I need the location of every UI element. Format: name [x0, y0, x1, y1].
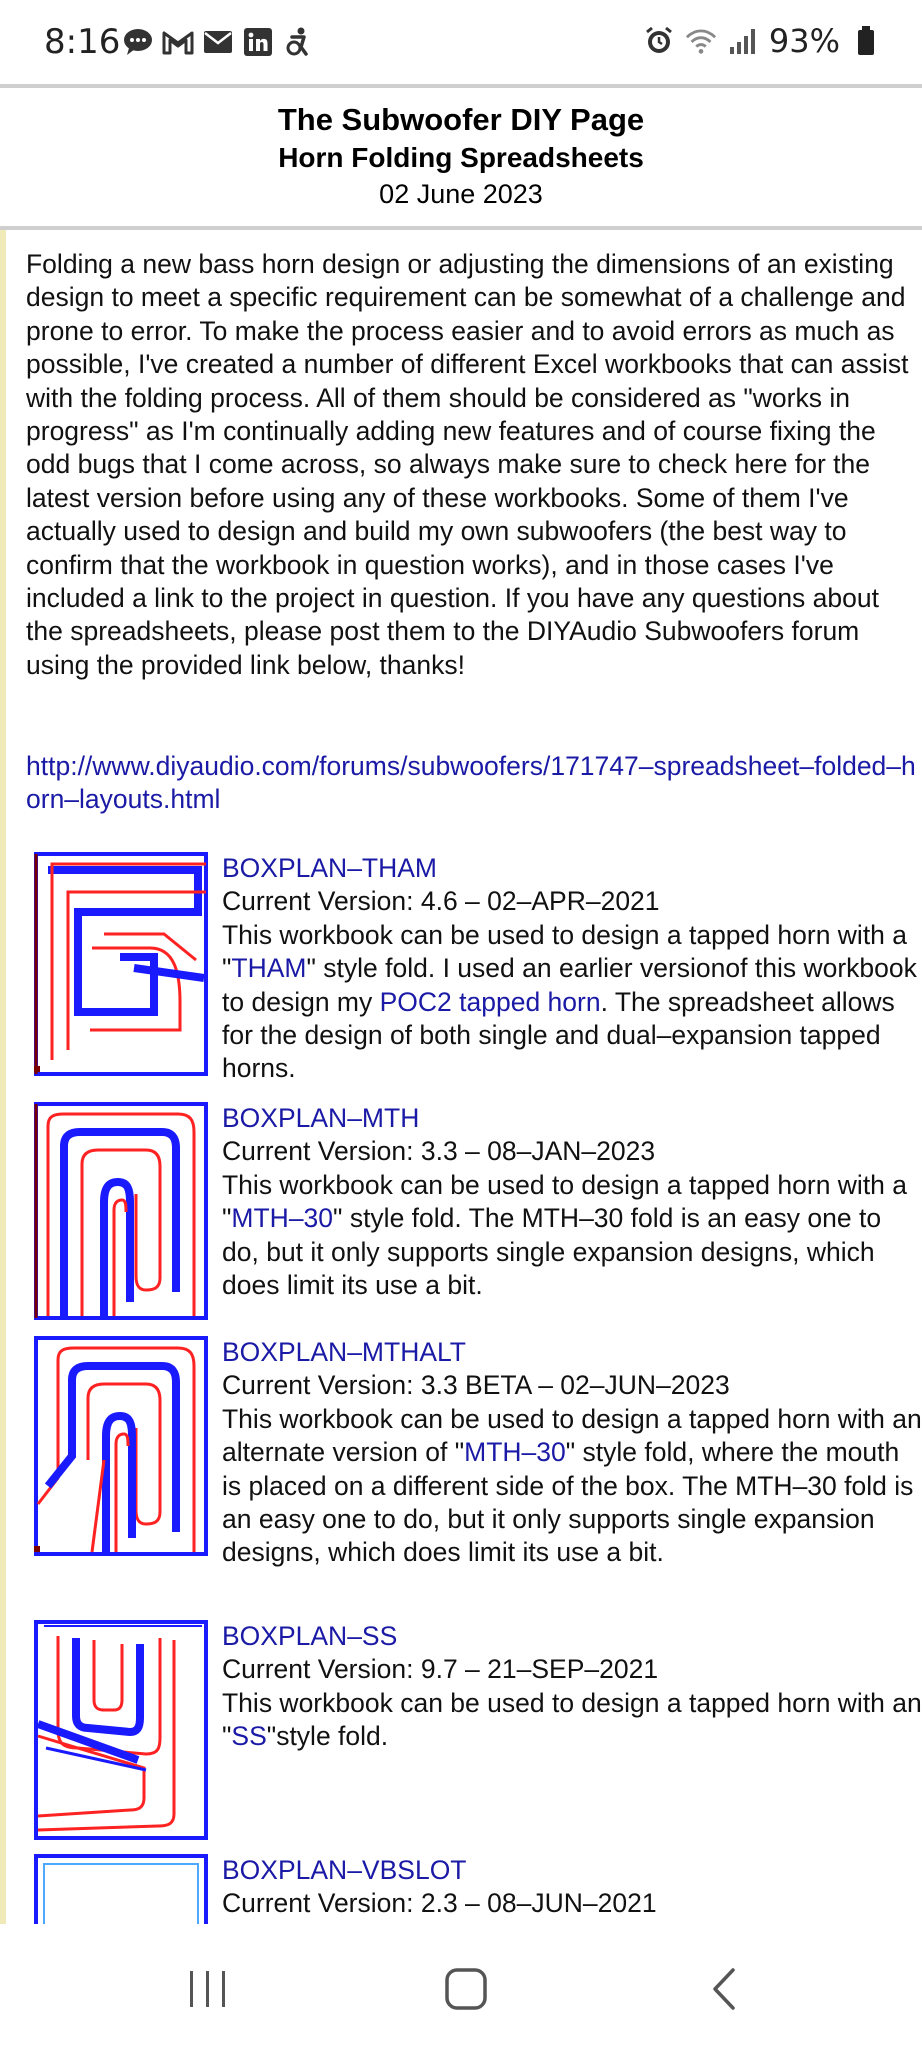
vbslot-text [222, 1854, 922, 1921]
notification-icons [122, 26, 314, 58]
tham-title-link[interactable]: BOXPLAN–THAM [222, 853, 438, 883]
intro-paragraph: Folding a new bass horn design or adjusting the dimensions of an existing design to meet a specific requirement can be somewhat of a challenge and prone to error. To make the process easier and to avoid errors as much as possible, I've created a number of different Excel workbooks that can assist with the folding process. All of them should be considered as "works in progress" as I'm continually adding new features and of course fixing the odd bugs that I come across, so always make sure to check here for the latest version before using any of these workbooks. Some of them I've actually used to design and build my own subwoofers (the best way to confirm that the workbook in question works), and in those cases I've included a link to the project in question. If you have any questions about the spreadsheets, please post them to the DIYAudio Subwoofers forum using the provided link below, thanks! [26, 249, 909, 680]
mth30-link[interactable]: MTH–30 [231, 1203, 334, 1234]
tham-thumbnail[interactable] [34, 852, 208, 1078]
mthalt-desc-part: This workbook can be used to design a tapped horn with an alternate version of " [222, 1403, 922, 1468]
ss-desc-part: This workbook can be used to design a tapped horn with an " [222, 1687, 922, 1752]
linkedin-icon [242, 26, 274, 58]
tham-desc-part: " style fold. I used an earlier versionof this workbook to design my [222, 953, 917, 1017]
page-subtitle: Horn Folding Spreadsheets [278, 142, 644, 173]
mthalt-desc-part: " style fold, where the mouth is placed on a different side of the box. The MTH–30 fold is an easy one to do, but it only supports single expansion designs, which does limit its use a bit. [222, 1437, 914, 1568]
tham-text [222, 852, 922, 1086]
tham-version: Current Version: 4.6 – 02–APR–2021 [222, 886, 660, 917]
poc2-link[interactable]: POC2 tapped horn [379, 986, 601, 1017]
vbslot-thumbnail[interactable] [34, 1854, 208, 1924]
mth-version: Current Version: 3.3 – 08–JAN–2023 [222, 1136, 656, 1167]
ss-text [222, 1620, 922, 1754]
mth-desc-part: " style fold. The MTH–30 fold is an easy one to do, but it only supports single expansion designs, which does limit its use a bit. [222, 1203, 882, 1301]
left-border [0, 230, 6, 1924]
mail-icon [202, 26, 234, 58]
chat-icon [122, 26, 154, 58]
tham-fold-link[interactable]: THAM [231, 953, 307, 984]
ss-version: Current Version: 9.7 – 21–SEP–2021 [222, 1654, 659, 1685]
page-content[interactable] [0, 230, 922, 1924]
top-divider [0, 84, 922, 88]
page-date: 02 June 2023 [379, 179, 543, 209]
mthalt-version: Current Version: 3.3 BETA – 02–JUN–2023 [222, 1370, 730, 1401]
signal-icon [727, 25, 759, 57]
back-icon[interactable] [694, 1964, 754, 2014]
ss-fold-link[interactable]: SS [231, 1721, 267, 1752]
mthalt-thumbnail[interactable] [34, 1336, 208, 1556]
mth-desc-part: This workbook can be used to design a tapped horn with a " [222, 1169, 908, 1234]
recents-icon[interactable] [178, 1964, 238, 2014]
status-time: 8:16 [44, 22, 121, 62]
battery-icon [850, 25, 882, 57]
ss-desc-part: "style fold. [266, 1721, 389, 1752]
ss-title-link[interactable]: BOXPLAN–SS [222, 1621, 398, 1651]
page-title: The Subwoofer DIY Page [277, 102, 645, 137]
mth-thumbnail[interactable] [34, 1102, 208, 1320]
gmail-icon [162, 26, 194, 58]
home-icon[interactable] [436, 1964, 496, 2014]
mthalt-mth30-link[interactable]: MTH–30 [464, 1437, 566, 1468]
system-icons [643, 22, 882, 60]
mth-description [222, 1169, 922, 1303]
vbslot-title-link[interactable]: BOXPLAN–VBSLOT [222, 1855, 467, 1885]
tham-description [222, 919, 922, 1086]
ss-description [222, 1687, 922, 1754]
forum-link[interactable]: http://www.diyaudio.com/forums/subwoofers/171747–spreadsheet–folded–horn–layouts.html [26, 751, 916, 815]
battery-percent: 93% [768, 22, 840, 60]
status-bar [0, 0, 922, 84]
mth-title-link[interactable]: BOXPLAN–MTH [222, 1103, 420, 1133]
mth-text [222, 1102, 922, 1302]
vbslot-version: Current Version: 2.3 – 08–JUN–2021 [222, 1888, 657, 1919]
mthalt-text [222, 1336, 922, 1570]
page-header [0, 100, 922, 212]
alarm-icon [643, 25, 675, 57]
ss-thumbnail[interactable] [34, 1620, 208, 1840]
tham-desc-part: This workbook can be used to design a tapped horn with a " [222, 919, 908, 984]
tham-desc-part: . The spreadsheet allows for the design of both single and dual–expansion tapped horns. [222, 986, 895, 1084]
mthalt-description [222, 1403, 922, 1570]
wifi-icon [685, 25, 717, 57]
mthalt-title-link[interactable]: BOXPLAN–MTHALT [222, 1337, 466, 1367]
accessibility-icon [282, 26, 314, 58]
navigation-bar [0, 1924, 922, 2048]
